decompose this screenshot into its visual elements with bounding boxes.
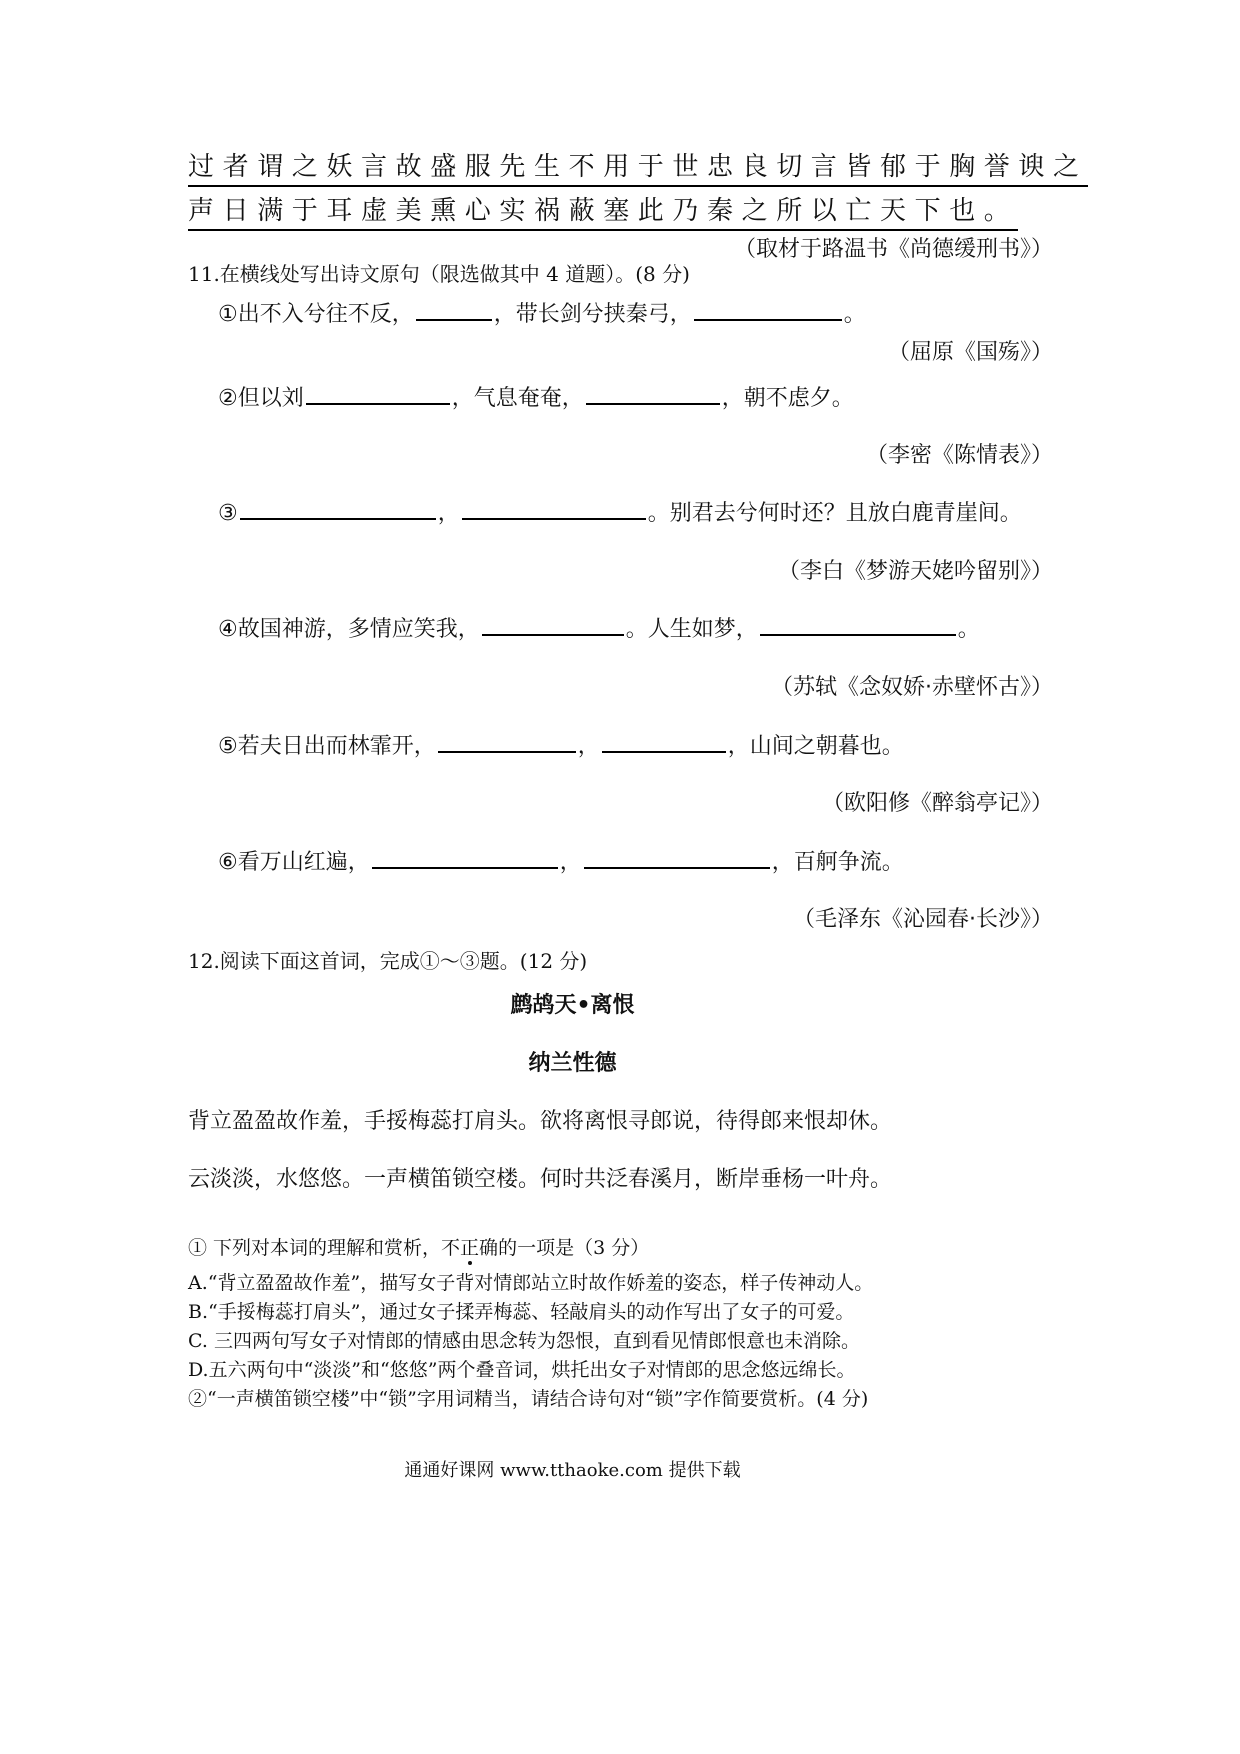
poem-title: 鹧鸪天•离恨 xyxy=(510,993,635,1018)
blank-field[interactable] xyxy=(240,496,436,520)
fill-item-5: ⑤若夫日出而林霏开， ， ，山间之朝暮也。 xyxy=(218,729,904,760)
item-2-source: （李密《陈情表》） xyxy=(865,443,1053,468)
item-4-source: （苏轼《念奴娇·赤壁怀古》） xyxy=(771,675,1053,700)
blank-field[interactable] xyxy=(584,845,770,869)
blank-field[interactable] xyxy=(602,729,726,753)
passage-source: （取材于路温书《尚德缓刑书》） xyxy=(733,237,1053,262)
sub-question-2: ②“一声横笛锁空楼”中“锁”字用词精当，请结合诗句对“锁”字作简要赏析。(4 分) xyxy=(188,1388,869,1410)
fill-item-1: ①出不入兮往不反， ，带长剑兮挟秦弓， 。 xyxy=(218,297,866,328)
emphasis-text: 不正确 xyxy=(441,1237,499,1259)
fill-item-4: ④故国神游，多情应笑我， 。人生如梦， 。 xyxy=(218,612,980,643)
item-3-source: （李白《梦游天姥吟留别》） xyxy=(777,559,1053,584)
poem-author: 纳兰性德 xyxy=(528,1051,617,1076)
choice-d: D.五六两句中“淡淡”和“悠悠”两个叠音词，烘托出女子对情郎的思念悠远绵长。 xyxy=(188,1359,856,1381)
blank-field[interactable] xyxy=(462,496,646,520)
blank-field[interactable] xyxy=(416,297,492,321)
blank-field[interactable] xyxy=(760,612,956,636)
fill-item-3: ③ ， 。别君去兮何时还？且放白鹿青崖间。 xyxy=(218,496,1022,527)
fill-item-2: ②但以刘 ，气息奄奄， ，朝不虑夕。 xyxy=(218,381,854,412)
blank-field[interactable] xyxy=(482,612,624,636)
blank-field[interactable] xyxy=(372,845,558,869)
poem-line-2: 云淡淡，水悠悠。一声横笛锁空楼。何时共泛春溪月，断岸垂杨一叶舟。 xyxy=(188,1167,893,1192)
choice-b: B.“手挼梅蕊打肩头”，通过女子揉弄梅蕊、轻敲肩头的动作写出了女子的可爱。 xyxy=(188,1301,855,1323)
poem-line-1: 背立盈盈故作羞，手挼梅蕊打肩头。欲将离恨寻郎说，待得郎来恨却休。 xyxy=(188,1109,893,1134)
passage-line-1: 过者谓之妖言故盛服先生不用于世忠良切言皆郁于胸誉谀之 xyxy=(188,146,1058,183)
item-1-source: （屈原《国殇》） xyxy=(887,340,1053,365)
sub-question-1: ① 下列对本词的理解和赏析，不正确的一项是（3 分） xyxy=(188,1237,650,1259)
passage-line-2: 声日满于耳虚美熏心实祸蔽塞此乃秦之所以亡天下也。 xyxy=(188,190,1058,227)
question-12-header: 12.阅读下面这首词，完成①～③题。(12 分) xyxy=(188,949,588,973)
question-11-header: 11.在横线处写出诗文原句（限选做其中 4 道题）。(8 分) xyxy=(188,262,690,286)
fill-item-6: ⑥看万山红遍， ， ，百舸争流。 xyxy=(218,845,904,876)
item-5-source: （欧阳修《醉翁亭记》） xyxy=(821,791,1053,816)
choice-a: A.“背立盈盈故作羞”，描写女子背对情郎站立时故作娇羞的姿态，样子传神动人。 xyxy=(188,1272,874,1294)
blank-field[interactable] xyxy=(438,729,576,753)
blank-field[interactable] xyxy=(586,381,720,405)
blank-field[interactable] xyxy=(694,297,842,321)
blank-field[interactable] xyxy=(306,381,450,405)
item-6-source: （毛泽东《沁园春·长沙》） xyxy=(793,907,1053,932)
choice-c: C. 三四两句写女子对情郎的情感由思念转为怨恨，直到看见情郎恨意也未消除。 xyxy=(188,1330,860,1352)
page-footer: 通通好课网 www.tthaoke.com 提供下载 xyxy=(404,1460,741,1481)
